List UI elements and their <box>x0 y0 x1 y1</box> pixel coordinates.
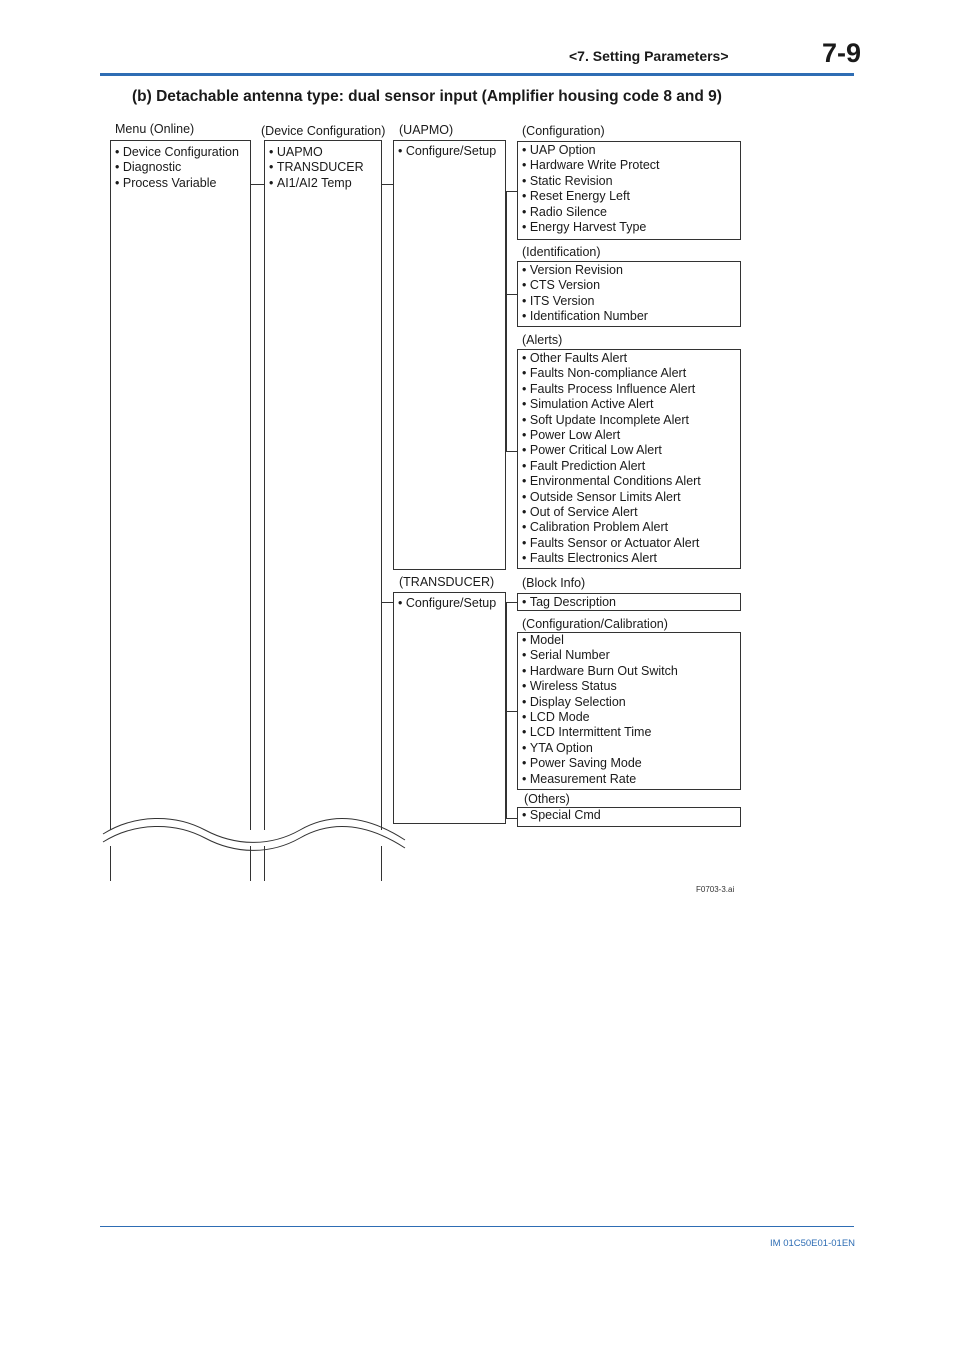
list-item: • Faults Sensor or Actuator Alert <box>518 536 740 551</box>
connector-transducer-blockinfo <box>506 602 517 603</box>
transducer-branch-line <box>506 602 507 818</box>
list-item: • Process Variable <box>111 176 250 191</box>
list-item: • Soft Update Incomplete Alert <box>518 413 740 428</box>
uapmo-title: (UAPMO) <box>399 123 454 137</box>
document-number: IM 01C50E01-01EN <box>770 1238 856 1249</box>
wave-break-symbol <box>95 812 415 862</box>
connector-menu-devconfig <box>251 184 264 185</box>
footer-rule <box>100 1226 854 1227</box>
device-config-box <box>264 140 382 830</box>
list-item: • Outside Sensor Limits Alert <box>518 490 740 505</box>
others-list <box>518 808 740 823</box>
config-calibration-title: (Configuration/Calibration) <box>522 617 668 631</box>
list-item: • Hardware Write Protect <box>518 158 740 173</box>
list-item: • Wireless Status <box>518 679 740 694</box>
device-config-title: (Device Configuration) <box>261 124 386 138</box>
transducer-box <box>393 592 506 824</box>
others-title: (Others) <box>524 792 570 806</box>
list-item: • Faults Non-compliance Alert <box>518 366 740 381</box>
list-item: • YTA Option <box>518 741 740 756</box>
list-item: • Tag Description <box>518 595 740 610</box>
list-item: • Serial Number <box>518 648 740 663</box>
list-item: • Version Revision <box>518 263 740 278</box>
section-title: <7. Setting Parameters> <box>569 48 729 64</box>
list-item: • ITS Version <box>518 294 740 309</box>
list-item: • Diagnostic <box>111 160 250 175</box>
list-item: • Measurement Rate <box>518 772 740 787</box>
identification-box <box>517 261 741 327</box>
list-item: • LCD Mode <box>518 710 740 725</box>
list-item: • Faults Process Influence Alert <box>518 382 740 397</box>
menu-online-list <box>111 145 250 191</box>
configuration-list <box>518 143 740 235</box>
list-item: • Device Configuration <box>111 145 250 160</box>
list-item: • Special Cmd <box>518 808 740 823</box>
device-config-list <box>265 145 381 191</box>
connector-devconfig-transducer <box>382 602 393 603</box>
list-item: • Calibration Problem Alert <box>518 520 740 535</box>
list-item: • CTS Version <box>518 278 740 293</box>
figure-id: F0703-3.ai <box>696 885 735 894</box>
list-item: • UAPMO <box>265 145 381 160</box>
list-item: • Other Faults Alert <box>518 351 740 366</box>
header-rule <box>100 73 854 76</box>
list-item: • Display Selection <box>518 695 740 710</box>
configuration-title: (Configuration) <box>522 124 605 138</box>
list-item: • Model <box>518 633 740 648</box>
list-item: • Identification Number <box>518 309 740 324</box>
others-box <box>517 807 741 827</box>
uapmo-box <box>393 140 506 570</box>
uapmo-list <box>394 144 505 159</box>
list-item: • Environmental Conditions Alert <box>518 474 740 489</box>
configuration-box <box>517 141 741 240</box>
block-info-box <box>517 593 741 611</box>
config-calibration-list <box>518 633 740 787</box>
list-item: • Hardware Burn Out Switch <box>518 664 740 679</box>
list-item: • Configure/Setup <box>394 144 505 159</box>
identification-title: (Identification) <box>522 245 601 259</box>
connector-transducer-others <box>506 818 517 819</box>
connector-uapmo-alerts <box>506 451 517 452</box>
menu-online-title: Menu (Online) <box>115 122 195 136</box>
connector-uapmo-configuration <box>506 191 517 192</box>
list-item: • Out of Service Alert <box>518 505 740 520</box>
config-calibration-box <box>517 632 741 790</box>
alerts-list <box>518 351 740 567</box>
list-item: • Simulation Active Alert <box>518 397 740 412</box>
list-item: • Energy Harvest Type <box>518 220 740 235</box>
menu-online-box <box>110 140 251 830</box>
connector-transducer-configcal <box>506 711 517 712</box>
figure-heading: (b) Detachable antenna type: dual sensor input (Amplifier housing code 8 and 9) <box>132 88 722 105</box>
list-item: • Faults Electronics Alert <box>518 551 740 566</box>
transducer-title: (TRANSDUCER) <box>399 575 495 589</box>
list-item: • Static Revision <box>518 174 740 189</box>
list-item: • Fault Prediction Alert <box>518 459 740 474</box>
alerts-title: (Alerts) <box>522 333 563 347</box>
connector-uapmo-identification <box>506 294 517 295</box>
block-info-list <box>518 595 740 610</box>
page-number: 7-9 <box>822 38 862 68</box>
identification-list <box>518 263 740 325</box>
list-item: • Radio Silence <box>518 205 740 220</box>
block-info-title: (Block Info) <box>522 576 586 590</box>
alerts-box <box>517 349 741 569</box>
list-item: • Power Low Alert <box>518 428 740 443</box>
list-item: • AI1/AI2 Temp <box>265 176 381 191</box>
list-item: • LCD Intermittent Time <box>518 725 740 740</box>
list-item: • Power Critical Low Alert <box>518 443 740 458</box>
list-item: • Reset Energy Left <box>518 189 740 204</box>
list-item: • Power Saving Mode <box>518 756 740 771</box>
list-item: • Configure/Setup <box>394 596 505 611</box>
uapmo-branch-line <box>506 191 507 451</box>
connector-devconfig-uapmo <box>382 184 393 185</box>
list-item: • TRANSDUCER <box>265 160 381 175</box>
list-item: • UAP Option <box>518 143 740 158</box>
transducer-list <box>394 596 505 611</box>
